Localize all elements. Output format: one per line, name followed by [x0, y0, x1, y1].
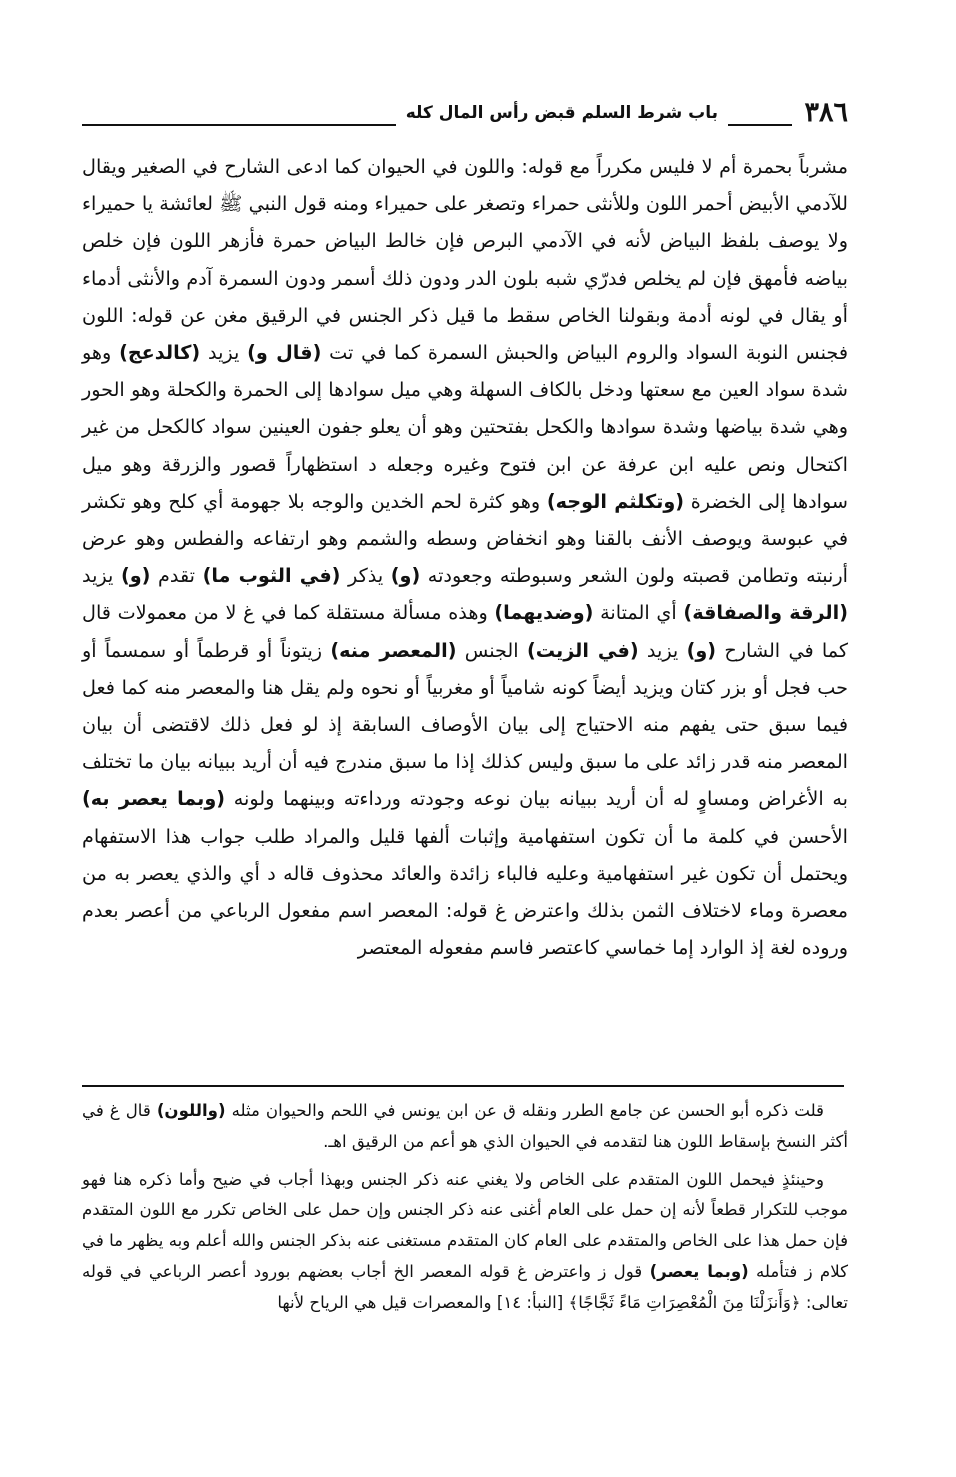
text-segment: وهذه مسألة مستقلة كما في غ لا من معمولات قال كما في الشارح: [82, 601, 849, 662]
text-segment: يزيد: [82, 564, 121, 588]
bold-matn-segment: (المعصر منه): [330, 638, 457, 662]
bold-matn-segment: (و): [120, 564, 151, 588]
bold-matn-segment: (و): [686, 638, 717, 662]
bold-matn-segment: (وبما يعصر): [649, 1261, 749, 1281]
text-segment: وهو كثرة لحم الخدين والوجه بلا جهومة أي كلح وهو تكشر في عبوسة ويوصف الأنف بالقنا وهو انخفاض وسطه والشمم وهو ارتفاعه والفطس وهو عرض أرنبته وتطامن قصبته ولون الشعر وسبوطته وجعودته: [82, 489, 848, 588]
bold-matn-segment: (قال و): [247, 341, 322, 365]
bold-matn-segment: (وبما يعصر به): [82, 787, 226, 811]
footnote-paragraph: [82, 1096, 848, 1158]
text-segment: الأحسن في كلمة ما أن تكون استفهامية وإثبات ألفها قليل والمراد طلب جواب هذا الاستفهام ويحتمل أن تكون غير استفهامية وعليه فالباء زائدة والعائد محذوف قاله د أي والذي يعصر به من معصرة وماء لاختلاف الثمن بذلك واعترض غ قوله: المعصر اسم مفعول الرباعي من أعصر بعدم وروده لغة إذ الوارد إما خماسي كاعتصر فاسم مفعوله المعتصر: [82, 824, 848, 960]
text-segment: مشرباً بحمرة أم لا فليس مكرراً مع قوله: واللون في الحيوان كما ادعى الشارح في الصغير ويقال للآدمي الأبيض أحمر اللون وللأنثى حمراء وتصغر على حميراء ومنه قول النبي ﷺ لعائشة يا حميراء ولا يوصف بلفظ البياض لأنه في الآدمي البرص فإن خالط البياض حمرة فأزهر اللون فإن خلص بياضه فأمهق فإن لم يخلص فدرّي شبه بلون الدر ودون ذلك أسمر ودون السمرة آدم والأنثى أدماء أو يقال في لونه أدمة وبقولنا الخاص سقط ما قيل ذكر الجنس في الرقيق مغن عن قوله: اللون فجنس النوبة السواد والروم البياض والحبش السمرة كما في تت: [82, 155, 848, 365]
running-header: [82, 96, 848, 136]
bold-matn-segment: (كالدعج): [119, 341, 201, 365]
text-segment: تقدم: [150, 564, 203, 588]
text-segment: زيتوناً أو قرطماً أو سمسماً أو حب فجل أو بزر كتان ويزيد أيضاً كونه شامياً أو مغربياً أو نحوه ولم يقل هنا والمعصر منه كما فعل فيما سبق حتى يفهم منه الاحتياج إلى بيان الأوصاف السابقة إذ لو فعل ذلك لاقتضى أن بيان المعصر منه قدر زائد على ما سبق وليس كذلك إذا ما سبق مندرج فيه أن أريد ببيانه بيان ما تختلف به الأغراض ومساوٍ له أن أريد ببيانه بيان نوعه وجودته ورداءته وبينهما ولونه: [82, 638, 848, 811]
footnote-paragraph: [82, 1165, 848, 1319]
text-segment: يزيد: [200, 341, 248, 365]
text-segment: وهو شدة سواد العين مع سعتها ودخل بالكاف السهلة وهي ميل سوادها إلى الحمرة والكحلة وهو الحور وهي شدة بياضها وشدة سوادها والكحل بفتحتين وهو أن يعلو جفون العينين سواد كالكحل من غير اكتحال ونص عليه ابن عرفة عن ابن فتوح وغيره وجعله د استظهاراً قصور والزرقة وهو ميل سوادها إلى الخضرة: [82, 341, 848, 513]
chapter-title: باب شرط السلم قبض رأس المال كله: [396, 98, 728, 128]
footnotes: [82, 1096, 848, 1326]
text-segment: قلت ذكره أبو الحسن عن جامع الطرر ونقله ق عن ابن يونس في اللحم والحيوان مثله: [225, 1101, 824, 1120]
page-number: ٣٨٦: [792, 96, 848, 130]
bold-matn-segment: (وضديهما): [494, 601, 594, 625]
bold-matn-segment: (في الثوب ما): [202, 564, 341, 588]
text-segment: قال غ في أكثر النسخ بإسقاط اللون هنا لتقدمه في الحيوان الذي هو أعم من الرقيق اهـ.: [82, 1101, 848, 1151]
text-segment: يذكر: [340, 564, 391, 588]
text-segment: أي المتانة: [593, 601, 684, 625]
bold-matn-segment: (في الزيت): [526, 638, 639, 662]
text-segment: الجنس: [456, 638, 527, 662]
main-paragraph: [82, 148, 848, 966]
text-segment: قول ز واعترض غ قوله المعصر الخ أجاب بعضهم بورود أعصر الرباعي في قوله تعالى: ﴿وَأَنزَلْنَا مِنَ الْمُعْصِرَاتِ مَاءً ثَجَّاجًا﴾ [النبأ: ١٤] والمعصرات قيل هي الرياح لأنها: [82, 1261, 848, 1312]
bold-matn-segment: (وتكلثم الوجه): [546, 489, 685, 513]
bold-matn-segment: (واللون): [156, 1101, 226, 1120]
text-segment: وحينئذٍ فيحمل اللون المتقدم على الخاص ولا يغني عنه ذكر الجنس وبهذا أجاب في ضيح وأما ذكره هنا فهو موجب للتكرار قطعاً لأنه إن حمل على العام أغنى عنه ذكر الجنس وإن حمل على الخاص تكرر مع اللون المتقدم فإن حمل هذا على الخاص والمتقدم على العام كان المتقدم مستغنى عنه بذكر الجنس والله أعلم وبه يظهر ما في كلام ز فتأمله: [82, 1169, 849, 1281]
footnote-rule: [82, 1085, 844, 1087]
bold-matn-segment: (و): [390, 564, 421, 588]
bold-matn-segment: (الرقة والصفاقة): [683, 601, 848, 625]
text-segment: يزيد: [638, 638, 687, 662]
main-text: [82, 148, 848, 966]
